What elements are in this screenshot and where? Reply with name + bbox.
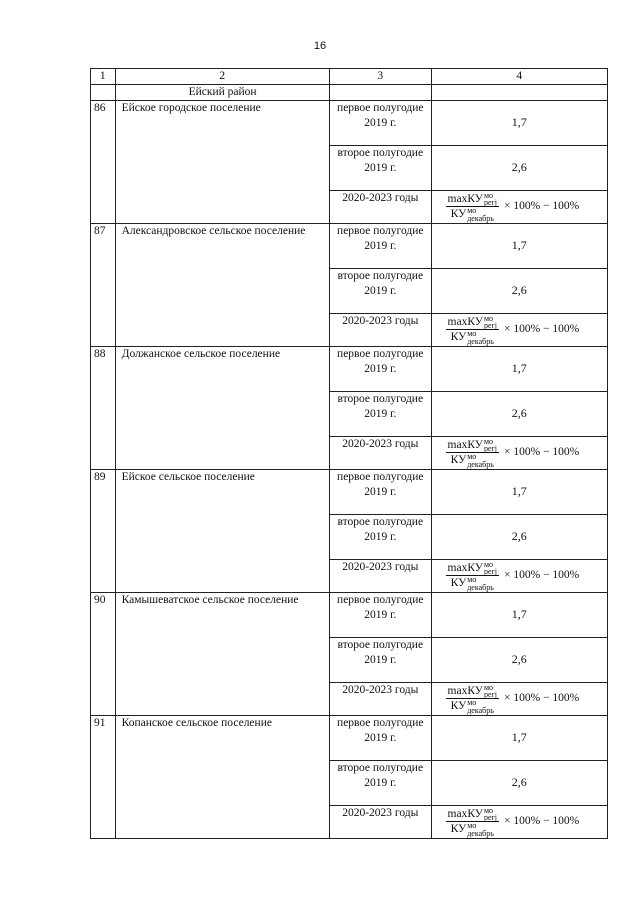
formula-fraction [446, 684, 499, 714]
column-header-3: 3 [330, 69, 432, 85]
district-empty-cell [91, 84, 116, 100]
row-number: 90 [91, 592, 116, 715]
index-value-second-half: 2,6 [431, 268, 607, 313]
formula-numerator: maxКУ мо регj [447, 560, 497, 577]
settlement-row [91, 715, 608, 760]
row-number: 86 [91, 100, 116, 223]
settlement-row [91, 592, 608, 637]
formula-denominator: КУ мо декабрь [450, 206, 494, 223]
formula-numerator: maxКУ мо регj [447, 314, 497, 331]
period-second-half: второе полугодие 2019 г. [330, 514, 432, 559]
period-second-half: второе полугодие 2019 г. [330, 391, 432, 436]
period-years: 2020-2023 годы [330, 682, 432, 715]
formula-denominator: КУ мо декабрь [450, 698, 494, 715]
tariff-table [90, 68, 608, 839]
column-header-1: 1 [91, 69, 116, 85]
formula-denominator: КУ мо декабрь [450, 575, 494, 592]
index-value-first-half: 1,7 [431, 715, 607, 760]
formula-denominator: КУ мо декабрь [450, 452, 494, 469]
period-second-half: второе полугодие 2019 г. [330, 145, 432, 190]
settlement-row [91, 469, 608, 514]
district-empty-cell [431, 84, 607, 100]
index-formula [431, 190, 607, 223]
formula-denominator: КУ мо декабрь [450, 821, 494, 838]
column-header-4: 4 [431, 69, 607, 85]
column-number-row [91, 69, 608, 85]
index-value-second-half: 2,6 [431, 391, 607, 436]
formula-multiplier: × 100% − 100% [504, 815, 580, 828]
index-formula [431, 436, 607, 469]
period-years: 2020-2023 годы [330, 805, 432, 838]
index-value-second-half: 2,6 [431, 760, 607, 805]
period-first-half: первое полугодие 2019 г. [330, 346, 432, 391]
settlement-row [91, 223, 608, 268]
formula-fraction [446, 561, 499, 591]
formula-fraction [446, 807, 499, 837]
formula-multiplier: × 100% − 100% [504, 200, 580, 213]
settlement-row [91, 100, 608, 145]
district-name: Ейский район [115, 84, 329, 100]
formula-fraction [446, 438, 499, 468]
formula-numerator: maxКУ мо регj [447, 437, 497, 454]
row-number: 91 [91, 715, 116, 838]
period-first-half: первое полугодие 2019 г. [330, 715, 432, 760]
index-value-first-half: 1,7 [431, 469, 607, 514]
index-formula [431, 805, 607, 838]
formula-numerator: maxКУ мо регj [447, 191, 497, 208]
formula-fraction [446, 315, 499, 345]
period-years: 2020-2023 годы [330, 190, 432, 223]
index-value-second-half: 2,6 [431, 637, 607, 682]
settlement-name: Камышеватское сельское поселение [115, 592, 329, 715]
index-value-first-half: 1,7 [431, 223, 607, 268]
period-first-half: первое полугодие 2019 г. [330, 100, 432, 145]
district-row [91, 84, 608, 100]
settlement-name: Александровское сельское поселение [115, 223, 329, 346]
formula-multiplier: × 100% − 100% [504, 323, 580, 336]
row-number: 89 [91, 469, 116, 592]
settlement-name: Ейское городское поселение [115, 100, 329, 223]
period-first-half: первое полугодие 2019 г. [330, 469, 432, 514]
period-first-half: первое полугодие 2019 г. [330, 592, 432, 637]
formula-multiplier: × 100% − 100% [504, 692, 580, 705]
formula-multiplier: × 100% − 100% [504, 569, 580, 582]
period-years: 2020-2023 годы [330, 559, 432, 592]
formula-fraction [446, 192, 499, 222]
formula-multiplier: × 100% − 100% [504, 446, 580, 459]
page-number: 16 [313, 40, 327, 52]
period-first-half: первое полугодие 2019 г. [330, 223, 432, 268]
row-number: 87 [91, 223, 116, 346]
settlement-name: Должанское сельское поселение [115, 346, 329, 469]
column-header-2: 2 [115, 69, 329, 85]
settlement-name: Ейское сельское поселение [115, 469, 329, 592]
row-number: 88 [91, 346, 116, 469]
settlement-row [91, 346, 608, 391]
period-second-half: второе полугодие 2019 г. [330, 637, 432, 682]
index-formula [431, 313, 607, 346]
index-value-second-half: 2,6 [431, 514, 607, 559]
period-years: 2020-2023 годы [330, 313, 432, 346]
period-years: 2020-2023 годы [330, 436, 432, 469]
index-formula [431, 559, 607, 592]
index-value-first-half: 1,7 [431, 592, 607, 637]
index-value-first-half: 1,7 [431, 346, 607, 391]
formula-numerator: maxКУ мо регj [447, 806, 497, 823]
formula-numerator: maxКУ мо регj [447, 683, 497, 700]
index-formula [431, 682, 607, 715]
index-value-first-half: 1,7 [431, 100, 607, 145]
period-second-half: второе полугодие 2019 г. [330, 760, 432, 805]
district-empty-cell [330, 84, 432, 100]
index-value-second-half: 2,6 [431, 145, 607, 190]
settlement-name: Копанское сельское поселение [115, 715, 329, 838]
period-second-half: второе полугодие 2019 г. [330, 268, 432, 313]
formula-denominator: КУ мо декабрь [450, 329, 494, 346]
